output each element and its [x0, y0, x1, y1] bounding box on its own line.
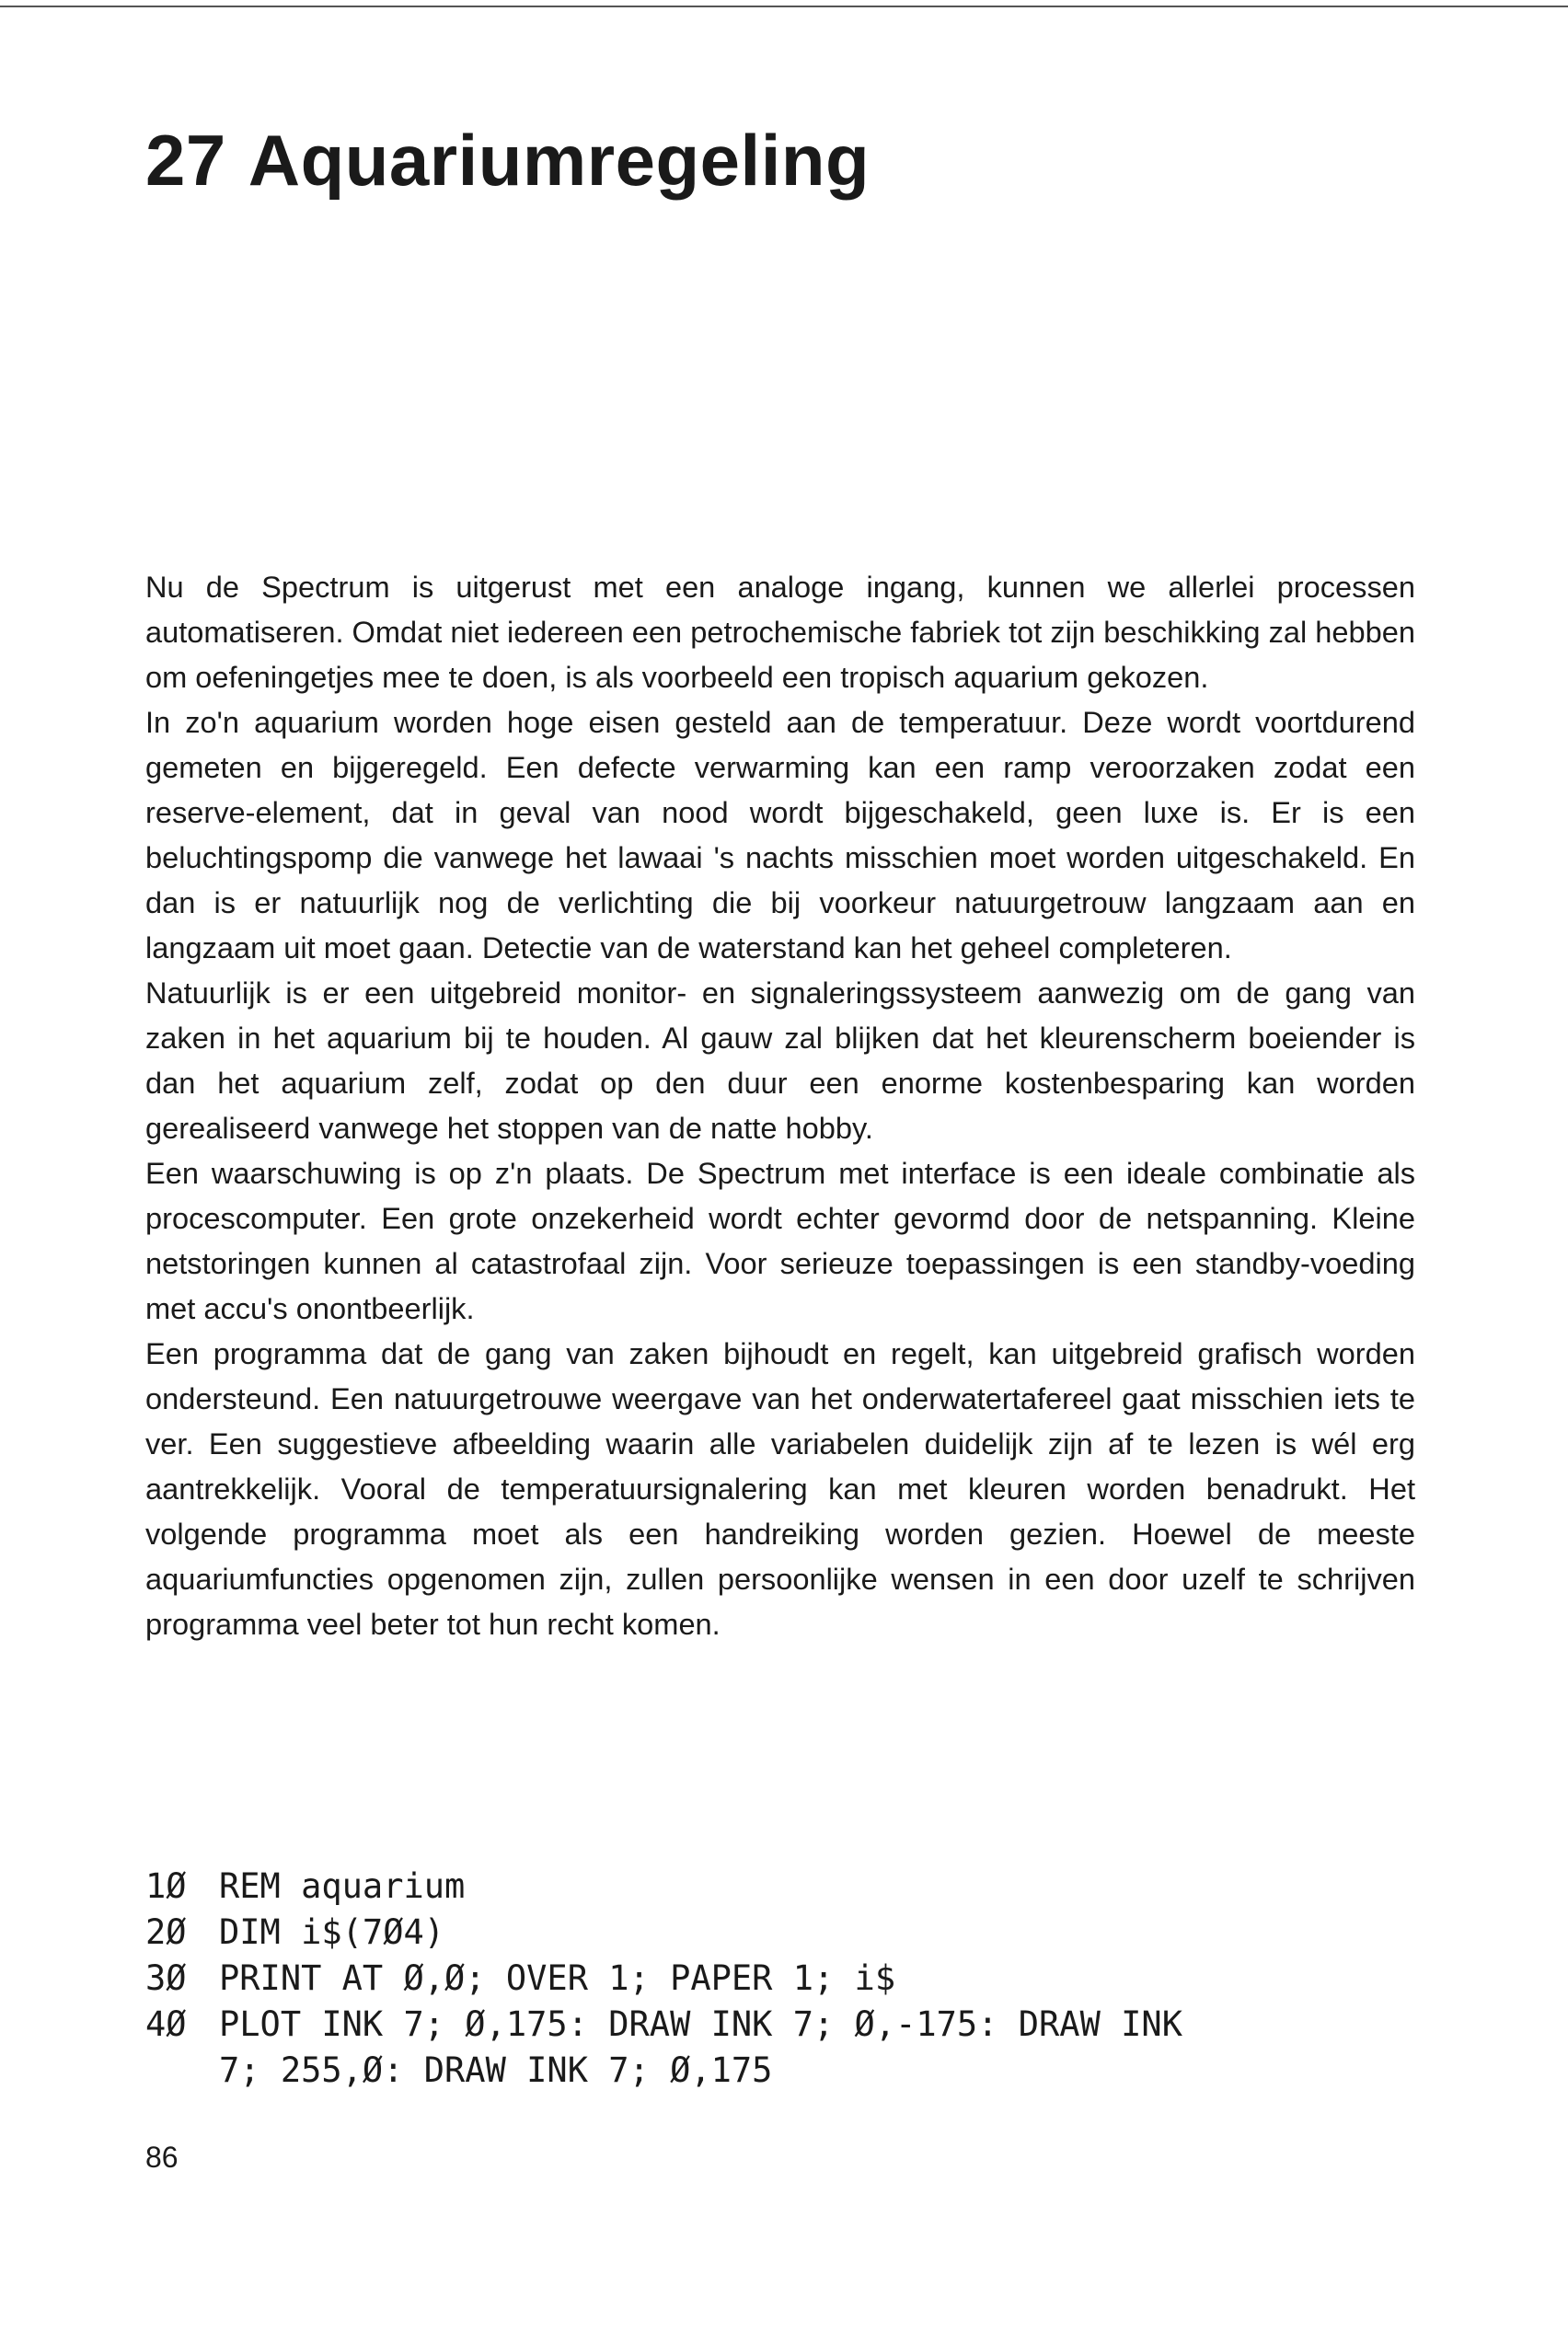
code-line-number: 4Ø [145, 2004, 187, 2044]
code-line [145, 1864, 1182, 1910]
code-statement: DIM i$(7Ø4) [219, 1912, 445, 1952]
code-line [145, 2002, 1182, 2048]
code-line [145, 1956, 1182, 2002]
paragraph-intro: Nu de Spectrum is uitgerust met een analoge ingang, kunnen we allerlei processen automatiseren. Omdat niet iedereen een petrochemische fabriek tot zijn beschikking zal hebben om oefeningetjes mee te doen, is als voorbeeld een tropisch aquarium gekozen. [145, 570, 1415, 694]
body-text [145, 564, 1415, 1646]
paragraph-temperature: In zo'n aquarium worden hoge eisen gesteld aan de temperatuur. Deze wordt voortdurend gemeten en bijgeregeld. Een defecte verwarming kan een ramp veroorzaken zodat een reserve-element, dat in geval van nood wordt bijgeschakeld, geen luxe is. Er is een beluchtingspomp die vanwege het lawaai 's nachts misschien moet worden uitgeschakeld. En dan is er natuurlijk nog de verlichting die bij voorkeur natuurgetrouw langzaam aan en langzaam uit moet gaan. Detectie van de waterstand kan het geheel completeren. [145, 705, 1415, 964]
code-statement: REM aquarium [219, 1866, 466, 1906]
chapter-number: 27 [145, 120, 226, 201]
code-line-continuation: 7; 255,Ø: DRAW INK 7; Ø,175 [219, 2050, 773, 2090]
paragraph-program: Een programma dat de gang van zaken bijhoudt en regelt, kan uitgebreid grafisch worden ondersteund. Een natuurgetrouwe weergave van het onderwatertafereel gaat misschien iets te ver. Een suggestieve afbeelding waarin alle variabelen duidelijk zijn af te lezen is wél erg aantrekkelijk. Vooral de temperatuursignalering kan met kleuren worden benadrukt. Het volgende programma moet als een handreiking worden gezien. Hoewel de meeste aquariumfuncties opgenomen zijn, zullen persoonlijke wensen in een door uzelf te schrijven programma veel beter tot hun recht komen. [145, 1336, 1415, 1641]
paragraph-warning: Een waarschuwing is op z'n plaats. De Spectrum met interface is een ideale combinatie als procescomputer. Een grote onzekerheid wordt echter gevormd door de netspanning. Kleine netstoringen kunnen al catastrofaal zijn. Voor serieuze toepassingen is een standby-voeding met accu's onontbeerlijk. [145, 1156, 1415, 1325]
page-number: 86 [145, 2141, 179, 2174]
paragraph-monitoring: Natuurlijk is er een uitgebreid monitor- en signaleringssysteem aanwezig om de gang van zaken in het aquarium bij te houden. Al gauw zal blijken dat het kleurenscherm boeiender is dan het aquarium zelf, zodat op den duur een enorme kostenbesparing kan worden gerealiseerd vanwege het stoppen van de natte hobby. [145, 976, 1415, 1145]
top-rule [0, 6, 1568, 7]
code-statement: PRINT AT Ø,Ø; OVER 1; PAPER 1; i$ [219, 1958, 896, 1998]
chapter-title [145, 120, 870, 201]
code-statement: PLOT INK 7; Ø,175: DRAW INK 7; Ø,-175: DRAW INK [219, 2004, 1182, 2044]
code-line-number: 2Ø [145, 1912, 187, 1952]
code-line-number: 1Ø [145, 1866, 187, 1906]
code-listing [145, 1864, 1182, 2094]
code-line-number: 3Ø [145, 1958, 187, 1998]
chapter-name: Aquariumregeling [248, 120, 870, 201]
code-line [145, 1910, 1182, 1956]
